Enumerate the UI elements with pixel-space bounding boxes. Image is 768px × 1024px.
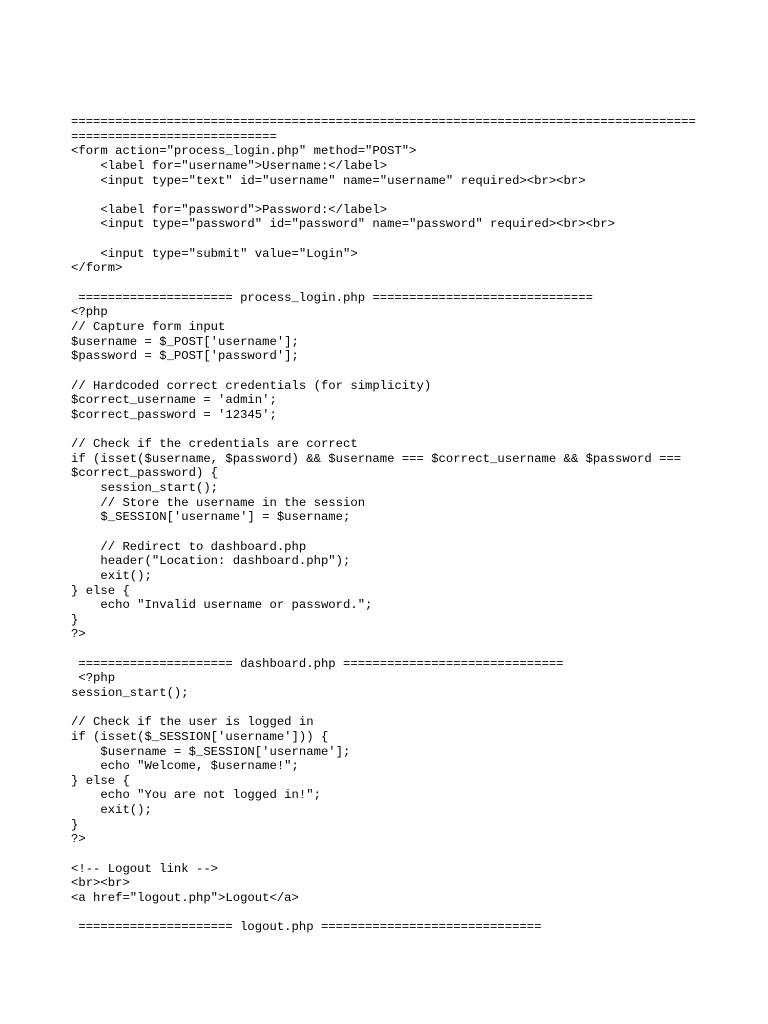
code-line: <br><br> <box>71 876 130 891</box>
code-line: } <box>71 817 79 832</box>
code-line: $correct_username = 'admin'; <box>71 393 277 408</box>
code-line: <form action="process_login.php" method="POST"> <box>71 144 417 159</box>
code-line <box>71 188 751 203</box>
code-line <box>71 525 751 540</box>
code-line: <?php <box>71 305 108 320</box>
code-line: ?> <box>71 832 86 847</box>
code-line <box>71 906 751 921</box>
code-line: } else { <box>71 583 130 598</box>
code-line: exit(); <box>71 568 152 583</box>
code-line: if (isset($_SESSION['username'])) { <box>71 729 329 744</box>
code-line: ===================== process_login.php ============================== <box>71 290 593 305</box>
code-line: ===================== dashboard.php ============================== <box>71 656 564 671</box>
code-line: <input type="submit" value="Login"> <box>71 246 358 261</box>
code-line: // Capture form input <box>71 319 226 334</box>
code-line: ===================== logout.php ============================== <box>71 920 542 935</box>
code-line <box>71 847 751 862</box>
code-line: header("Location: dashboard.php"); <box>71 554 351 569</box>
code-line: } else { <box>71 773 130 788</box>
code-line <box>71 232 751 247</box>
code-line: session_start(); <box>71 481 219 496</box>
code-line: ?> <box>71 627 86 642</box>
code-line: <label for="password">Password:</label> <box>71 202 388 217</box>
code-line: exit(); <box>71 803 152 818</box>
code-line: $username = $_SESSION['username']; <box>71 744 351 759</box>
code-line: <a href="logout.php">Logout</a> <box>71 890 299 905</box>
code-line: <input type="password" id="password" name="password" required><br><br> <box>71 217 615 232</box>
code-line: // Check if the user is logged in <box>71 715 314 730</box>
code-line: session_start(); <box>71 685 189 700</box>
code-line: // Hardcoded correct credentials (for simplicity) <box>71 378 432 393</box>
code-line: </form> <box>71 261 123 276</box>
code-line: $username = $_POST['username']; <box>71 334 299 349</box>
code-line <box>71 701 751 716</box>
code-line <box>71 642 751 657</box>
code-listing <box>71 115 751 935</box>
code-line: // Redirect to dashboard.php <box>71 539 307 554</box>
code-line <box>71 276 751 291</box>
code-line: $correct_password) { <box>71 466 219 481</box>
code-line: echo "You are not logged in!"; <box>71 788 321 803</box>
code-line: } <box>71 612 79 627</box>
code-line: <!-- Logout link --> <box>71 861 219 876</box>
code-line: echo "Invalid username or password."; <box>71 598 373 613</box>
code-line: $_SESSION['username'] = $username; <box>71 510 351 525</box>
code-line: ============================ <box>71 129 277 144</box>
code-line: ===================================================================================== <box>71 115 696 129</box>
code-line: // Store the username in the session <box>71 495 366 510</box>
code-line: echo "Welcome, $username!"; <box>71 759 299 774</box>
code-line: <label for="username">Username:</label> <box>71 158 388 173</box>
code-line <box>71 422 751 437</box>
code-line: $password = $_POST['password']; <box>71 349 299 364</box>
code-line: <input type="text" id="username" name="username" required><br><br> <box>71 173 586 188</box>
code-line: if (isset($username, $password) && $username === $correct_username && $password === <box>71 451 682 466</box>
code-line: $correct_password = '12345'; <box>71 407 277 422</box>
code-line: <?php <box>71 671 116 686</box>
code-line: // Check if the credentials are correct <box>71 437 358 452</box>
code-line <box>71 364 751 379</box>
